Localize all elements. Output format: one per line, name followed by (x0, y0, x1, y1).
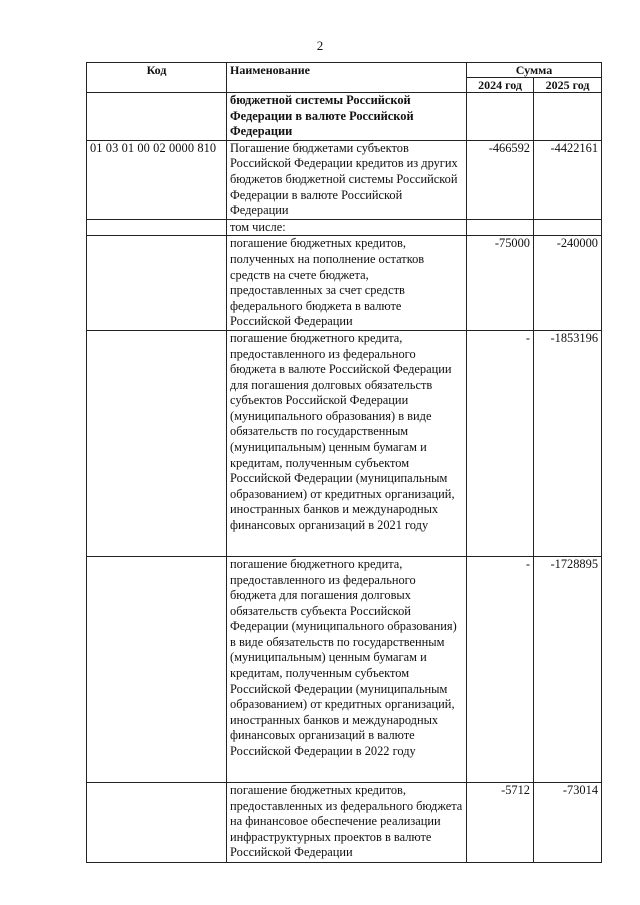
value-2025-cell (534, 93, 602, 141)
value-2025-cell: -240000 (534, 236, 602, 331)
value-2025-cell: -73014 (534, 782, 602, 862)
value-2025-cell: -1853196 (534, 330, 602, 556)
value-2024-cell (467, 93, 534, 141)
value-2024-cell: -5712 (467, 782, 534, 862)
code-cell (87, 236, 227, 331)
value-2024-cell: - (467, 330, 534, 556)
value-2025-cell: -4422161 (534, 140, 602, 219)
header-year-2024: 2024 год (467, 78, 534, 93)
header-name: Наименование (227, 63, 467, 93)
name-cell: погашение бюджетных кредитов, полученных на пополнение остатков средств на счете бюджета, предоставленных за счет средств федерального бюджета в валюте Российской Федерации (227, 236, 467, 331)
name-cell: бюджетной системы Российской Федерации в валюте Российской Федерации (227, 93, 467, 141)
code-cell (87, 93, 227, 141)
header-sum: Сумма (467, 63, 602, 78)
budget-table (86, 62, 602, 863)
header-year-2025: 2025 год (534, 78, 602, 93)
table-row (87, 782, 602, 862)
table-row (87, 330, 602, 556)
value-2024-cell (467, 219, 534, 236)
value-2025-cell: -1728895 (534, 556, 602, 782)
table-row (87, 93, 602, 141)
page-number: 2 (316, 38, 324, 53)
table-row (87, 140, 602, 219)
table-row (87, 236, 602, 331)
value-2024-cell: - (467, 556, 534, 782)
name-cell: Погашение бюджетами субъектов Российской Федерации кредитов из других бюджетов бюджетной системы Российской Федерации в валюте Российской Федерации (227, 140, 467, 219)
value-2024-cell: -75000 (467, 236, 534, 331)
code-cell (87, 782, 227, 862)
table-row (87, 219, 602, 236)
name-cell: погашение бюджетных кредитов, предоставленных из федерального бюджета на финансовое обеспечение реализации инфраструктурных проектов в валюте Российской Федерации (227, 782, 467, 862)
name-cell: погашение бюджетного кредита, предоставленного из федерального бюджета в валюте Российской Федерации для погашения долговых обязательств субъектов Российской Федерации (муниципального образования) в виде обязательств по государственным (муниципальным) ценным бумагам и кредитам, полученным субъектом Российской Федерации (муниципальным образованием) от кредитных организаций, иностранных банков и международных финансовых организаций в 2021 году (227, 330, 467, 556)
code-cell (87, 330, 227, 556)
code-cell: 01 03 01 00 02 0000 810 (87, 140, 227, 219)
name-cell: погашение бюджетного кредита, предоставленного из федерального бюджета для погашения долговых обязательств субъекта Российской Федерации (муниципального образования) в виде обязательств по государственным (муниципальным) ценным бумагам и кредитам, полученным субъектом Российской Федерации (муниципальным образованием) от кредитных организаций, иностранных банков и международных финансовых организаций в валюте Российской Федерации в 2022 году (227, 556, 467, 782)
code-cell (87, 556, 227, 782)
code-cell (87, 219, 227, 236)
table-row (87, 556, 602, 782)
header-code: Код (87, 63, 227, 93)
value-2025-cell (534, 219, 602, 236)
name-cell: том числе: (227, 219, 467, 236)
value-2024-cell: -466592 (467, 140, 534, 219)
